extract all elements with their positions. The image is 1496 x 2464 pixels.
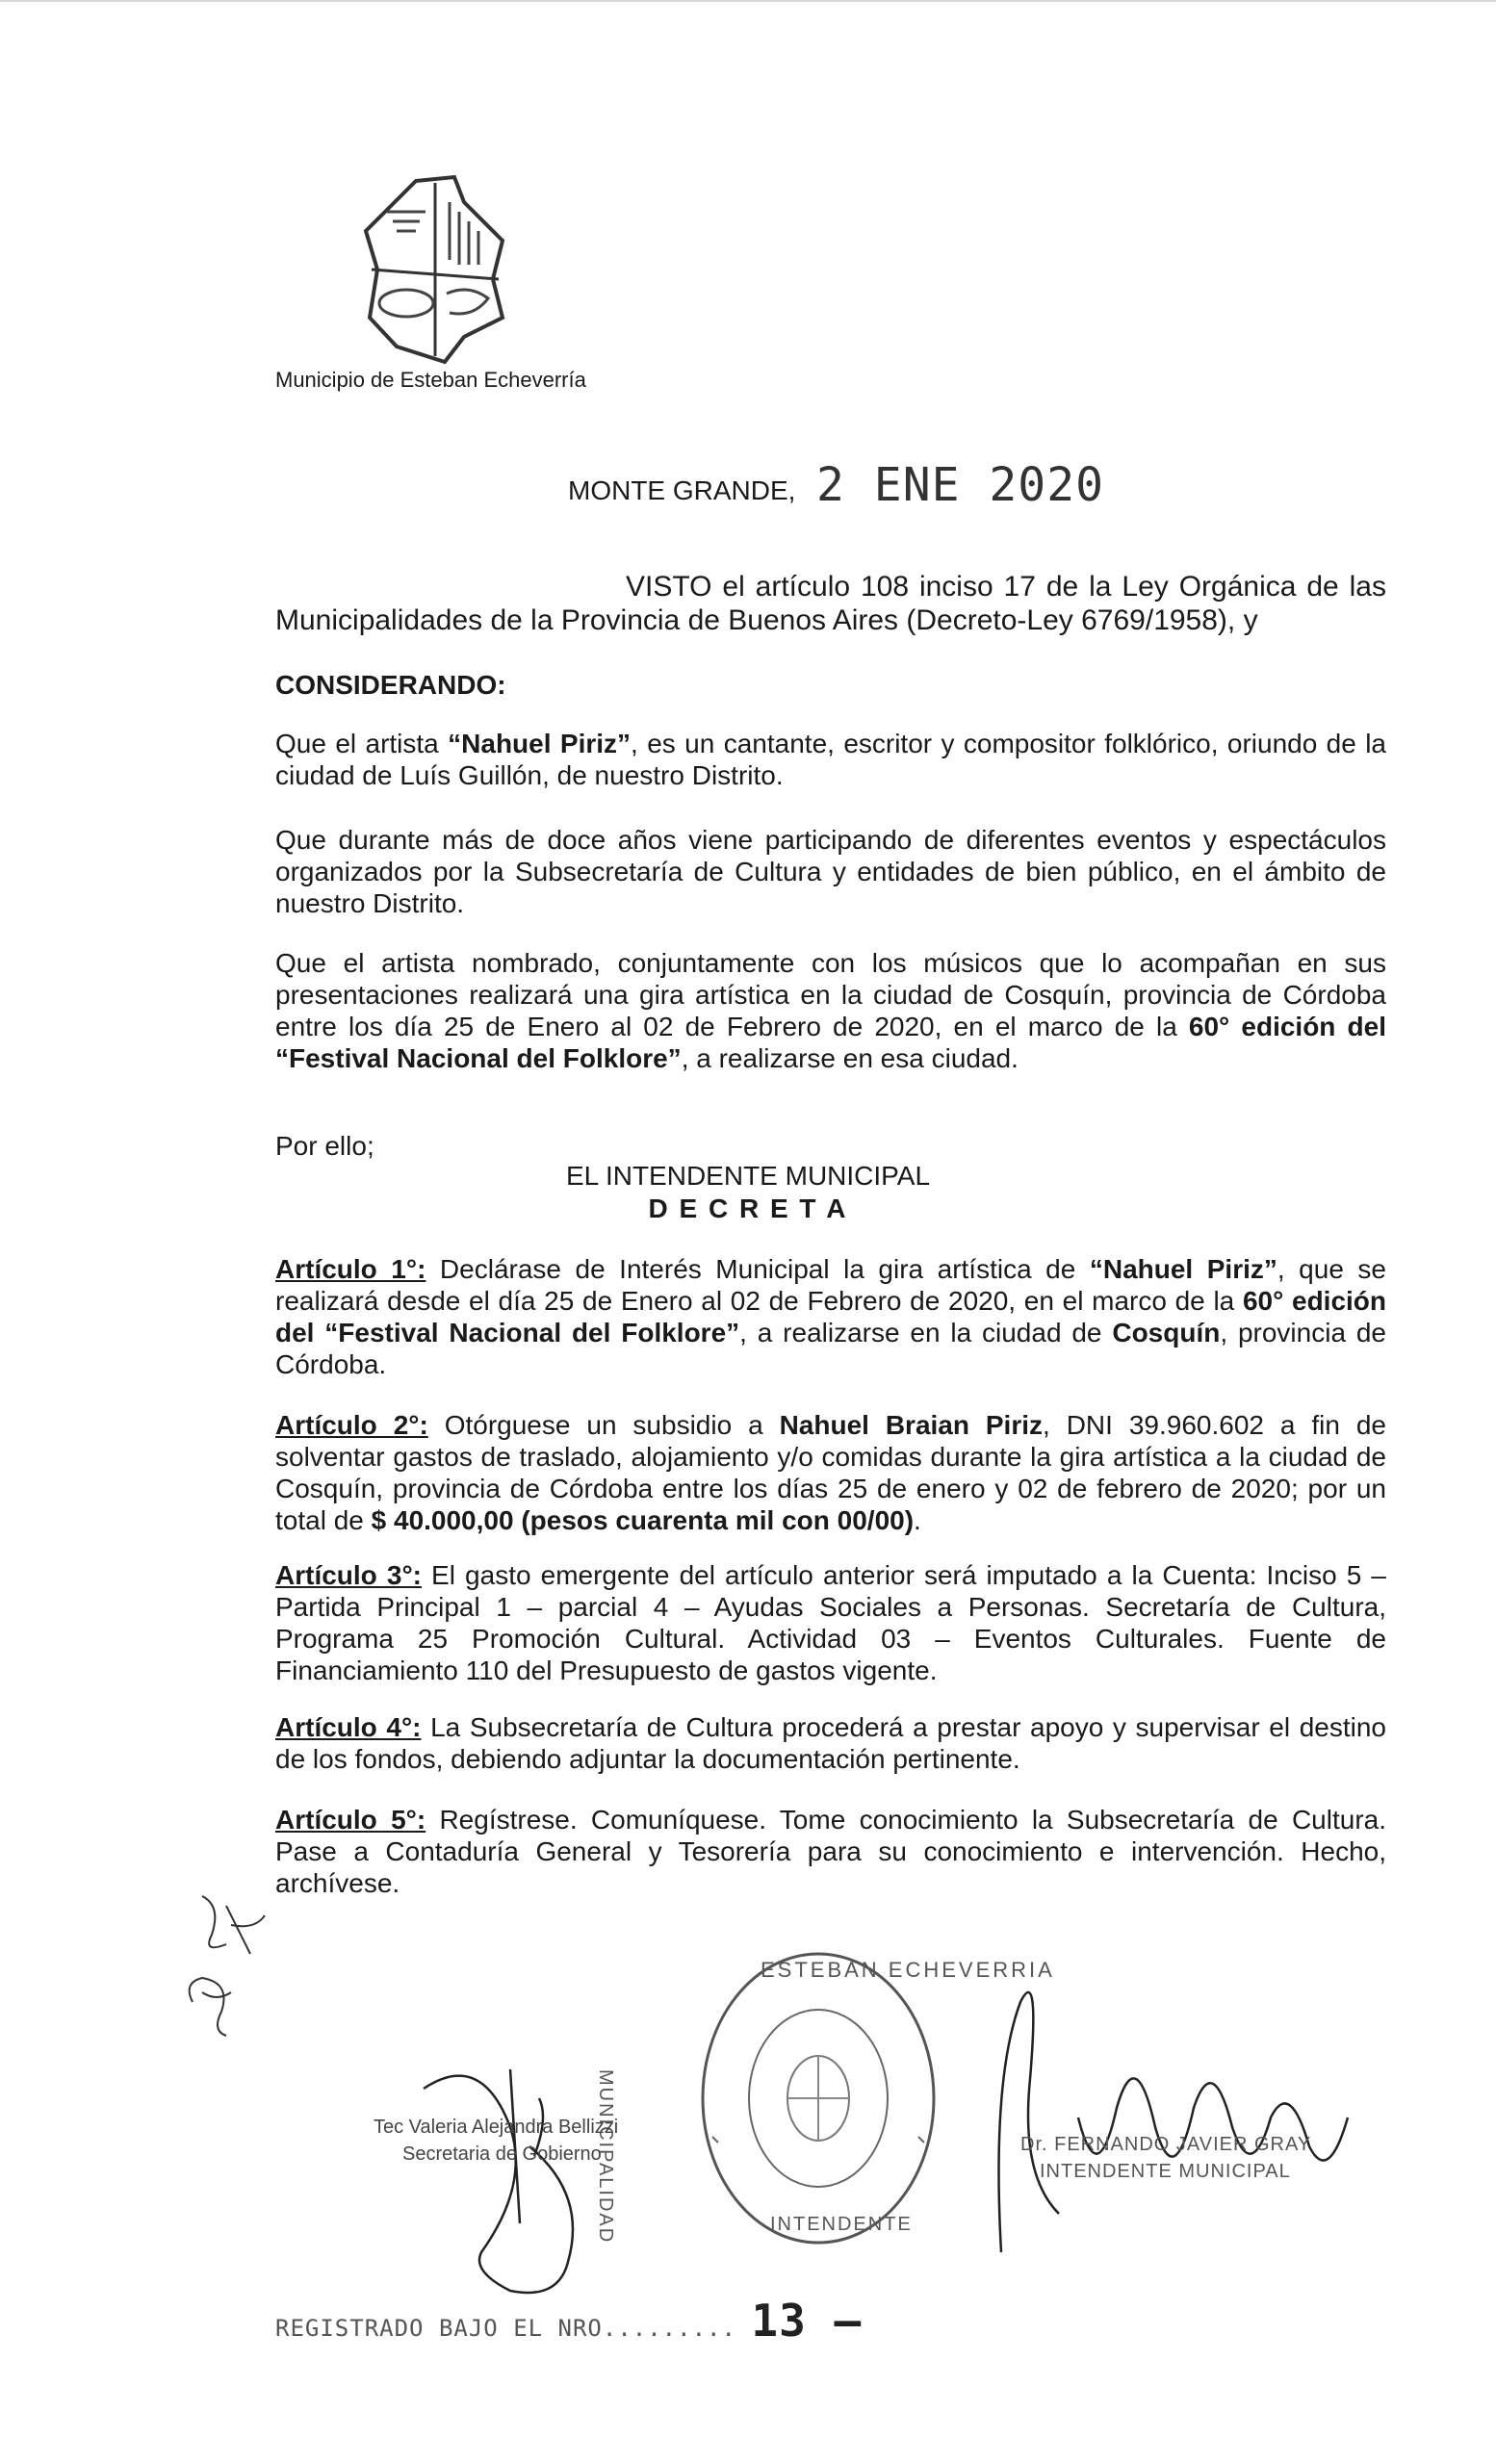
signer-left-name: Tec Valeria Alejandra Bellizzi xyxy=(374,2117,619,2138)
visto-text: VISTO el artículo 108 inciso 17 de la Ley Orgánica de las Municipalidades de la Provincia de Buenos Aires (Decreto-Ley 6769/1958), y xyxy=(275,571,1386,636)
municipality-name: Municipio de Esteban Echeverría xyxy=(275,368,586,392)
text-run: Que el artista nombrado, conjuntamente con los músicos que lo acompañan en sus presentaciones realizará una gira artística en la ciudad de Cosquín, provincia de Córdoba entre los día 25 de Enero al 02 de Febrero de 2020, en el marco de la xyxy=(275,948,1386,1041)
article-label: Artículo 3°: xyxy=(275,1560,422,1590)
intendente-signature xyxy=(963,1964,1367,2272)
text-run: , a realizarse en esa ciudad. xyxy=(681,1043,1019,1073)
signer-left-title: Secretaria de Gobierno xyxy=(402,2143,602,2165)
intendente-heading: EL INTENDENTE MUNICIPAL xyxy=(565,1161,931,1191)
text-run: Otórguese un subsidio a xyxy=(427,1410,780,1440)
margin-initials-signature xyxy=(173,1886,279,2050)
signer-right-block xyxy=(1020,2131,1311,2185)
por-ello: Por ello; xyxy=(275,1131,374,1161)
articulo-1 xyxy=(275,1253,1386,1380)
text-run: Regístrese. Comuníquese. Tome conocimiento la Subsecretaría de Cultura. Pase a Contaduría General y Tesorería para su conocimiento e intervención. Hecho, archívese. xyxy=(275,1805,1386,1898)
decreta-heading: D E C R E T A xyxy=(648,1194,848,1223)
seal-top-text: ESTEBAN ECHEVERRIA xyxy=(761,1958,1055,1982)
considerando-paragraph-1 xyxy=(275,728,1386,791)
article-label: Artículo 1°: xyxy=(275,1254,426,1284)
text-run: , que se realizará desde el día 25 de Enero al 02 de Febrero de 2020, en el marco de la xyxy=(275,1254,1386,1316)
articulo-5 xyxy=(275,1804,1386,1899)
text-run: , DNI 39.960.602 a fin de solventar gastos de traslado, alojamiento y/o comidas durante la gira artística a la ciudad de Cosquín, provincia de Córdoba entre los días 25 de enero y 02 de febrero de 2020; por un total de xyxy=(275,1410,1387,1535)
bold-run: Cosquín xyxy=(1112,1318,1221,1348)
registro-line xyxy=(275,2295,862,2347)
date-stamp: 2 ENE 2020 xyxy=(816,458,1104,512)
text-run: La Subsecretaría de Cultura procederá a prestar apoyo y supervisar el destino de los fondos, debiendo adjuntar la documentación pertinente. xyxy=(275,1712,1386,1774)
articulo-2 xyxy=(275,1409,1386,1536)
bold-run: Nahuel Braian Piriz xyxy=(779,1410,1044,1440)
signer-right-title: INTENDENTE MUNICIPAL xyxy=(1040,2161,1291,2182)
considerando-title: CONSIDERANDO: xyxy=(275,670,506,700)
text-run: , es un cantante, escritor y compositor folklórico, oriundo de la ciudad de Luís Guillón, de nuestro Distrito. xyxy=(275,729,1387,790)
articulo-4 xyxy=(275,1711,1386,1775)
considerando-paragraph-3 xyxy=(275,947,1386,1074)
seal-bottom-text: INTENDENTE xyxy=(770,2214,913,2235)
text-run: . xyxy=(914,1505,921,1535)
place-label: MONTE GRANDE, xyxy=(568,475,796,505)
signer-right-name: Dr. FERNANDO JAVIER GRAY xyxy=(1020,2134,1312,2155)
signer-left-block xyxy=(374,2114,618,2168)
municipal-coat-of-arms-icon xyxy=(358,173,512,366)
bold-run: $ 40.000,00 (pesos cuarenta mil con 00/00) xyxy=(371,1505,915,1535)
top-scan-edge xyxy=(0,0,1496,2)
text-run: , provincia de Córdoba. xyxy=(275,1318,1386,1379)
bold-run: “Nahuel Piriz” xyxy=(1089,1254,1277,1284)
place-date-line xyxy=(568,458,1104,512)
artist-name: “Nahuel Piriz” xyxy=(448,729,632,758)
article-label: Artículo 2°: xyxy=(275,1410,428,1440)
text-run: Que el artista xyxy=(275,729,449,758)
registro-label: REGISTRADO BAJO EL NRO......... xyxy=(275,2315,736,2342)
text-run: El gasto emergente del artículo anterior será imputado a la Cuenta: Inciso 5 – Partida Principal 1 – parcial 4 – Ayudas Sociales a Personas. Secretaría de Cultura, Programa 25 Promoción Cultural. Actividad 03 – Eventos Culturales. Fuente de Financiamiento 110 del Presupuesto de gastos vigente. xyxy=(275,1560,1386,1685)
article-label: Artículo 4°: xyxy=(275,1712,422,1742)
festival-name: 60° edición del “Festival Nacional del Folklore” xyxy=(275,1012,1386,1073)
considerando-paragraph-2: Que durante más de doce años viene participando de diferentes eventos y espectáculos organizados por la Subsecretaría de Cultura y entidades de bien público, en el ámbito de nuestro Distrito. xyxy=(275,825,1386,918)
text-run: Declárase de Interés Municipal la gira artística de xyxy=(426,1254,1090,1284)
bold-run: 60° edición del “Festival Nacional del Folklore” xyxy=(275,1286,1387,1348)
visto-paragraph xyxy=(275,570,1386,637)
text-run: , a realizarse en la ciudad de xyxy=(739,1318,1113,1348)
registro-number: 13 – xyxy=(751,2295,863,2347)
articulo-3 xyxy=(275,1559,1386,1686)
article-label: Artículo 5°: xyxy=(275,1805,426,1835)
official-seal-stamp xyxy=(693,1944,943,2252)
seal-side-text: MUNICIPALIDAD xyxy=(595,2069,616,2245)
